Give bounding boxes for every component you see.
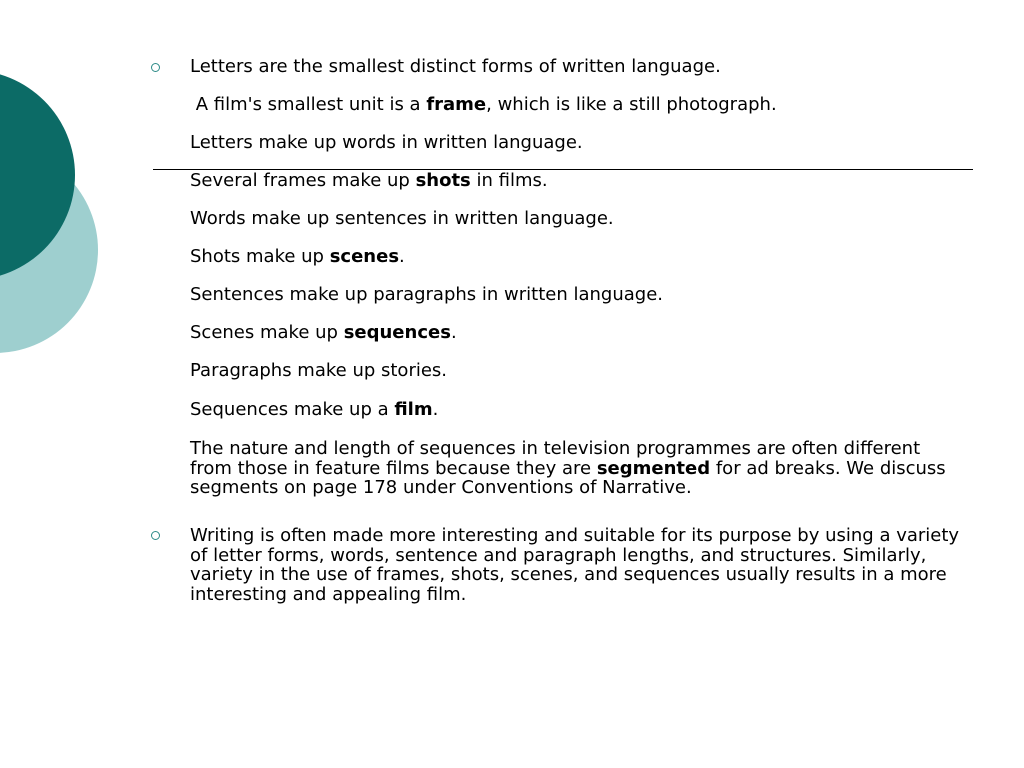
paragraph-segments: The nature and length of sequences in television programmes are often different from those in feature films because they are segmented for ad breaks. We discuss segments on page 178 under Conventions of Narrative. (190, 438, 946, 498)
text-line-5: Words make up sentences in written language. (190, 208, 614, 229)
text-line-7: Sentences make up paragraphs in written language. (190, 284, 663, 305)
paragraph-variety: Writing is often made more interesting and suitable for its purpose by using a variety of letter forms, words, sentence and paragraph lengths, and structures. Similarly, variety in the use of frames, shots, scenes, and sequences usually results in a more interesting and appealing film. (190, 525, 960, 605)
bullet-icon (151, 531, 160, 540)
text-line-6: Shots make up scenes. (190, 246, 405, 267)
text-line-10: Sequences make up a film. (190, 399, 439, 420)
text-line-1: Letters are the smallest distinct forms of written language. (190, 56, 721, 77)
decorative-circles (0, 0, 110, 400)
text-line-4: Several frames make up shots in films. (190, 170, 548, 191)
bullet-icon (151, 63, 160, 72)
text-line-9: Paragraphs make up stories. (190, 360, 448, 381)
text-line-8: Scenes make up sequences. (190, 322, 457, 343)
text-line-3: Letters make up words in written language. (190, 132, 583, 153)
text-line-2: A film's smallest unit is a frame, which is like a still photograph. (190, 94, 777, 115)
